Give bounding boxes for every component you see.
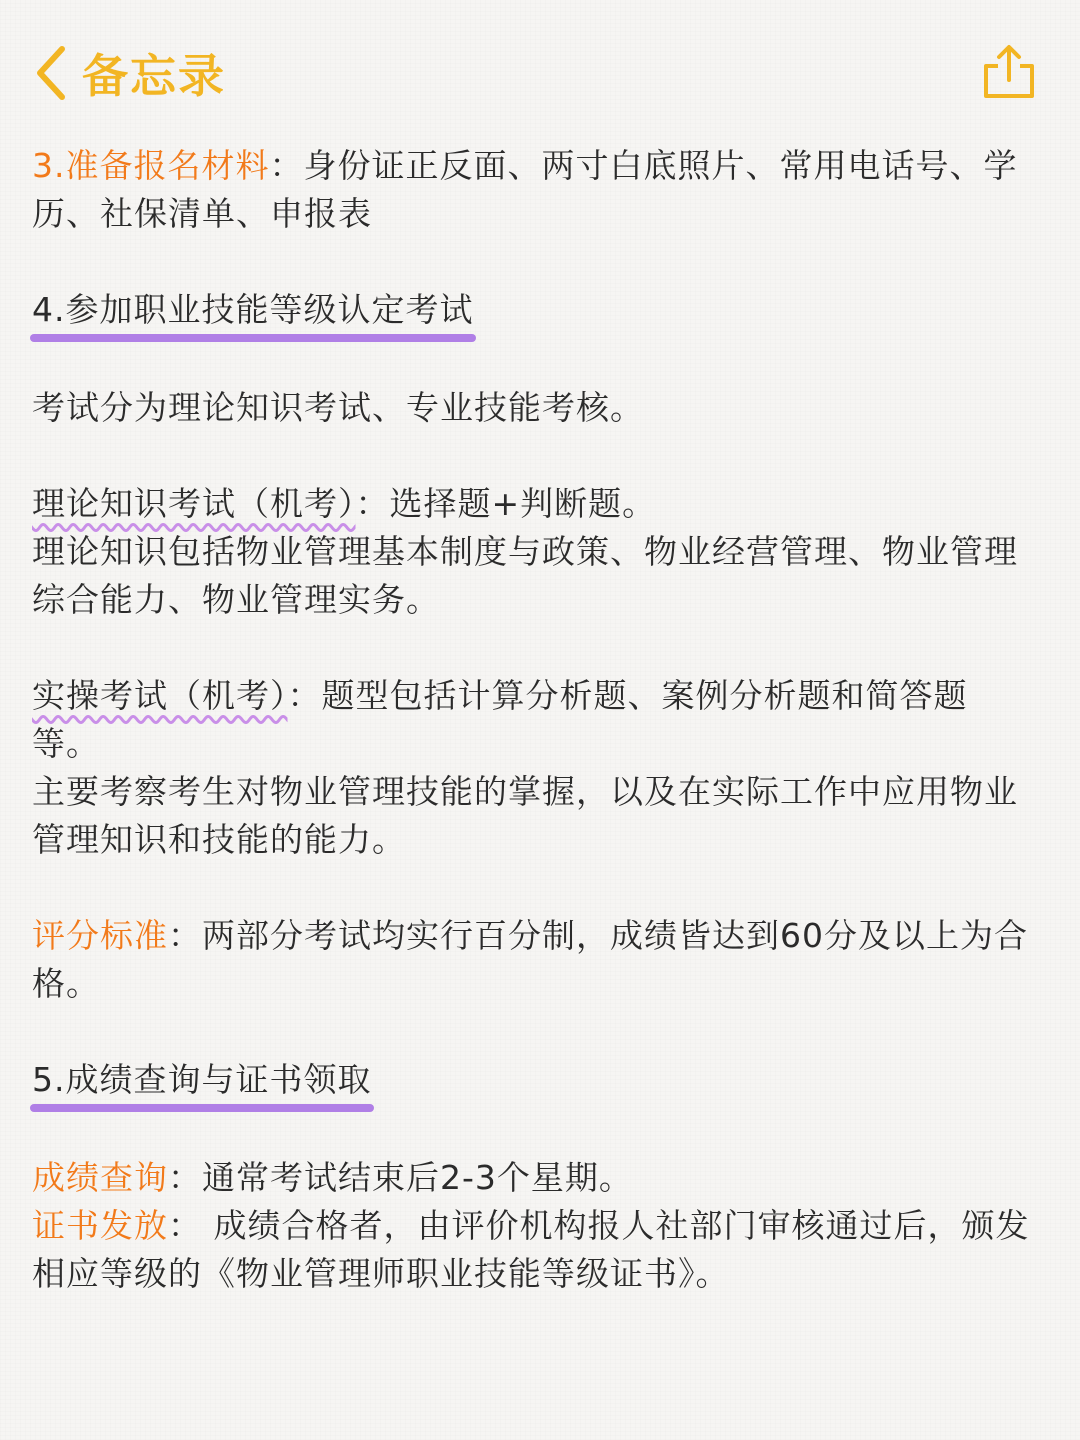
section-4-heading: 4.参加职业技能等级认定考试 [32, 286, 474, 338]
materials-text: ：身份证正反面、两寸白底照片、常用电话号、学历、社保清单、申报表 [32, 146, 1018, 233]
paragraph-scoring [32, 912, 1032, 1008]
practical-exam-label: 实操考试（机考） [32, 676, 288, 715]
chevron-left-icon [34, 45, 68, 101]
paragraph-practical-exam [32, 672, 1032, 864]
certificate-label: 证书发放 [32, 1206, 168, 1245]
results-label: 成绩查询 [32, 1158, 168, 1197]
practical-exam-detail: 主要考察考生对物业管理技能的掌握，以及在实际工作中应用物业管理知识和技能的能力。 [32, 772, 1018, 859]
results-text: ：通常考试结束后2-3个星期。 [168, 1158, 633, 1197]
scoring-text: ：两部分考试均实行百分制，成绩皆达到60分及以上为合格。 [32, 916, 1028, 1003]
share-button[interactable] [982, 44, 1036, 100]
paragraph-materials [32, 142, 1032, 238]
paragraph-exam-types: 考试分为理论知识考试、专业技能考核。 [32, 388, 644, 427]
section-4-heading-wrap [32, 286, 1032, 338]
navigation-bar [0, 0, 1080, 140]
back-button-label: 备忘录 [82, 49, 226, 103]
scoring-label: 评分标准 [32, 916, 168, 955]
paragraph-results [32, 1154, 1032, 1298]
practical-exam-text: ：题型包括计算分析题、案例分析题和简答题等。 [32, 676, 968, 763]
back-button[interactable] [34, 38, 226, 108]
certificate-text: ： 成绩合格者，由评价机构报人社部门审核通过后，颁发相应等级的《物业管理师职业技能等级证书》。 [32, 1206, 1030, 1293]
note-body[interactable] [32, 142, 1032, 1298]
theory-exam-detail: 理论知识包括物业管理基本制度与政策、物业经营管理、物业管理综合能力、物业管理实务。 [32, 532, 1018, 619]
theory-exam-label: 理论知识考试（机考） [32, 484, 356, 523]
materials-label: 3.准备报名材料 [32, 146, 270, 185]
section-5-heading: 5.成绩查询与证书领取 [32, 1056, 372, 1108]
share-icon [982, 85, 1036, 104]
theory-exam-text: ：选择题+判断题。 [355, 484, 657, 523]
section-5-heading-wrap [32, 1056, 1032, 1108]
paragraph-theory-exam [32, 480, 1032, 624]
